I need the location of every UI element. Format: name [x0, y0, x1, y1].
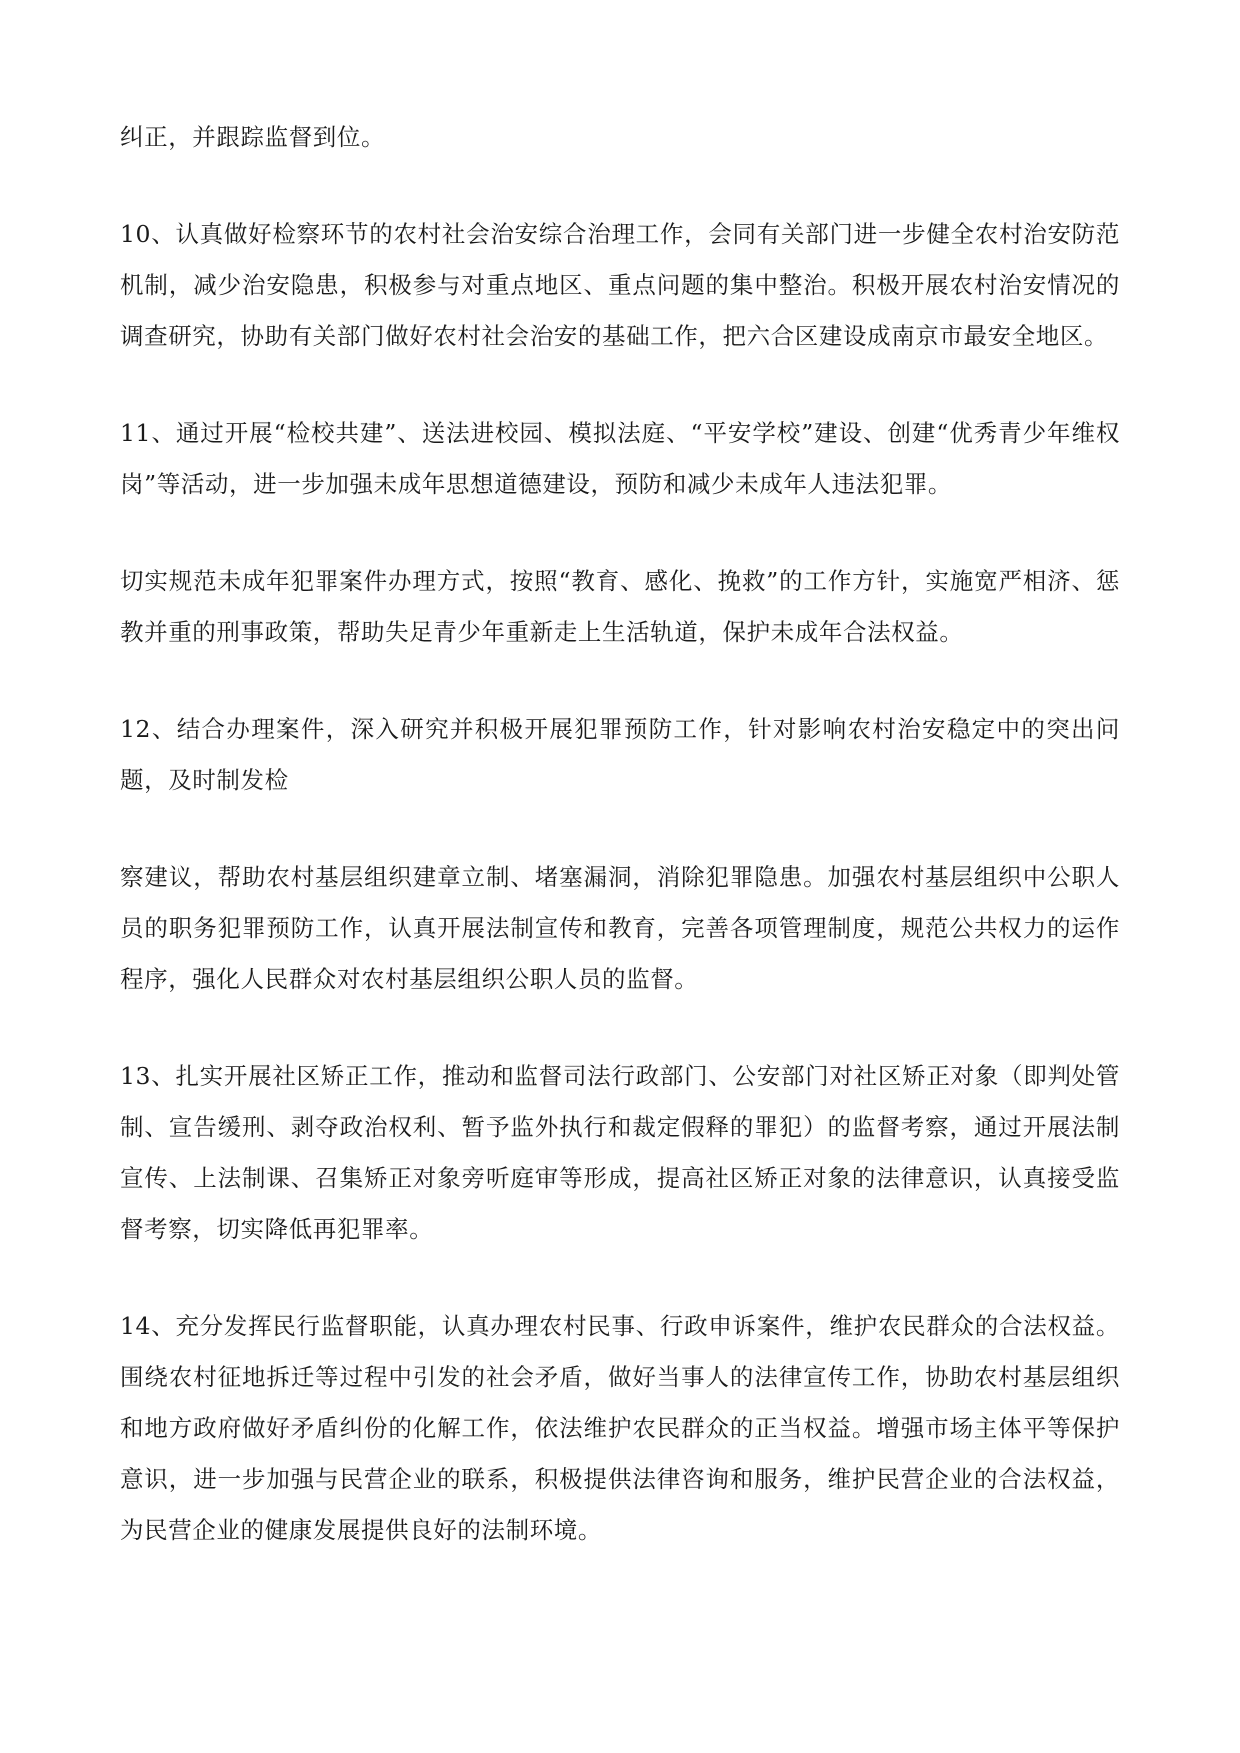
paragraph-procuratorial-advice: 察建议，帮助农村基层组织建章立制、堵塞漏洞，消除犯罪隐患。加强农村基层组织中公职人员的职务犯罪预防工作，认真开展法制宣传和教育，完善各项管理制度，规范公共权力的运作程序，强化人民群众对农村基层组织公职人员的监督。 [120, 863, 1120, 993]
paragraph-item-12: 12、结合办理案件，深入研究并积极开展犯罪预防工作，针对影响农村治安稳定中的突出问题，及时制发检 [120, 715, 1120, 794]
paragraph-item-14: 14、充分发挥民行监督职能，认真办理农村民事、行政申诉案件，维护农民群众的合法权益。围绕农村征地拆迁等过程中引发的社会矛盾，做好当事人的法律宣传工作，协助农村基层组织和地方政府做好矛盾纠份的化解工作，依法维护农民群众的正当权益。增强市场主体平等保护意识，进一步加强与民营企业的联系，积极提供法律咨询和服务，维护民营企业的合法权益，为民营企业的健康发展提供良好的法制环境。 [120, 1312, 1120, 1544]
paragraph-continuation: 纠正，并跟踪监督到位。 [120, 123, 386, 151]
document-body [120, 112, 1120, 1602]
paragraph-juvenile-cases: 切实规范未成年犯罪案件办理方式，按照“教育、感化、挽救”的工作方针，实施宽严相济、惩教并重的刑事政策，帮助失足青少年重新走上生活轨道，保护未成年合法权益。 [120, 567, 1120, 646]
paragraph-item-10: 10、认真做好检察环节的农村社会治安综合治理工作，会同有关部门进一步健全农村治安防范机制，减少治安隐患，积极参与对重点地区、重点问题的集中整治。积极开展农村治安情况的调查研究，协助有关部门做好农村社会治安的基础工作，把六合区建设成南京市最安全地区。 [120, 220, 1120, 350]
paragraph-item-11: 11、通过开展“检校共建”、送法进校园、模拟法庭、“平安学校”建设、创建“优秀青少年维权岗”等活动，进一步加强未成年思想道德建设，预防和减少未成年人违法犯罪。 [120, 419, 1120, 498]
paragraph-item-13: 13、扎实开展社区矫正工作，推动和监督司法行政部门、公安部门对社区矫正对象（即判处管制、宣告缓刑、剥夺政治权利、暂予监外执行和裁定假释的罪犯）的监督考察，通过开展法制宣传、上法制课、召集矫正对象旁听庭审等形成，提高社区矫正对象的法律意识，认真接受监督考察，切实降低再犯罪率。 [120, 1062, 1120, 1243]
